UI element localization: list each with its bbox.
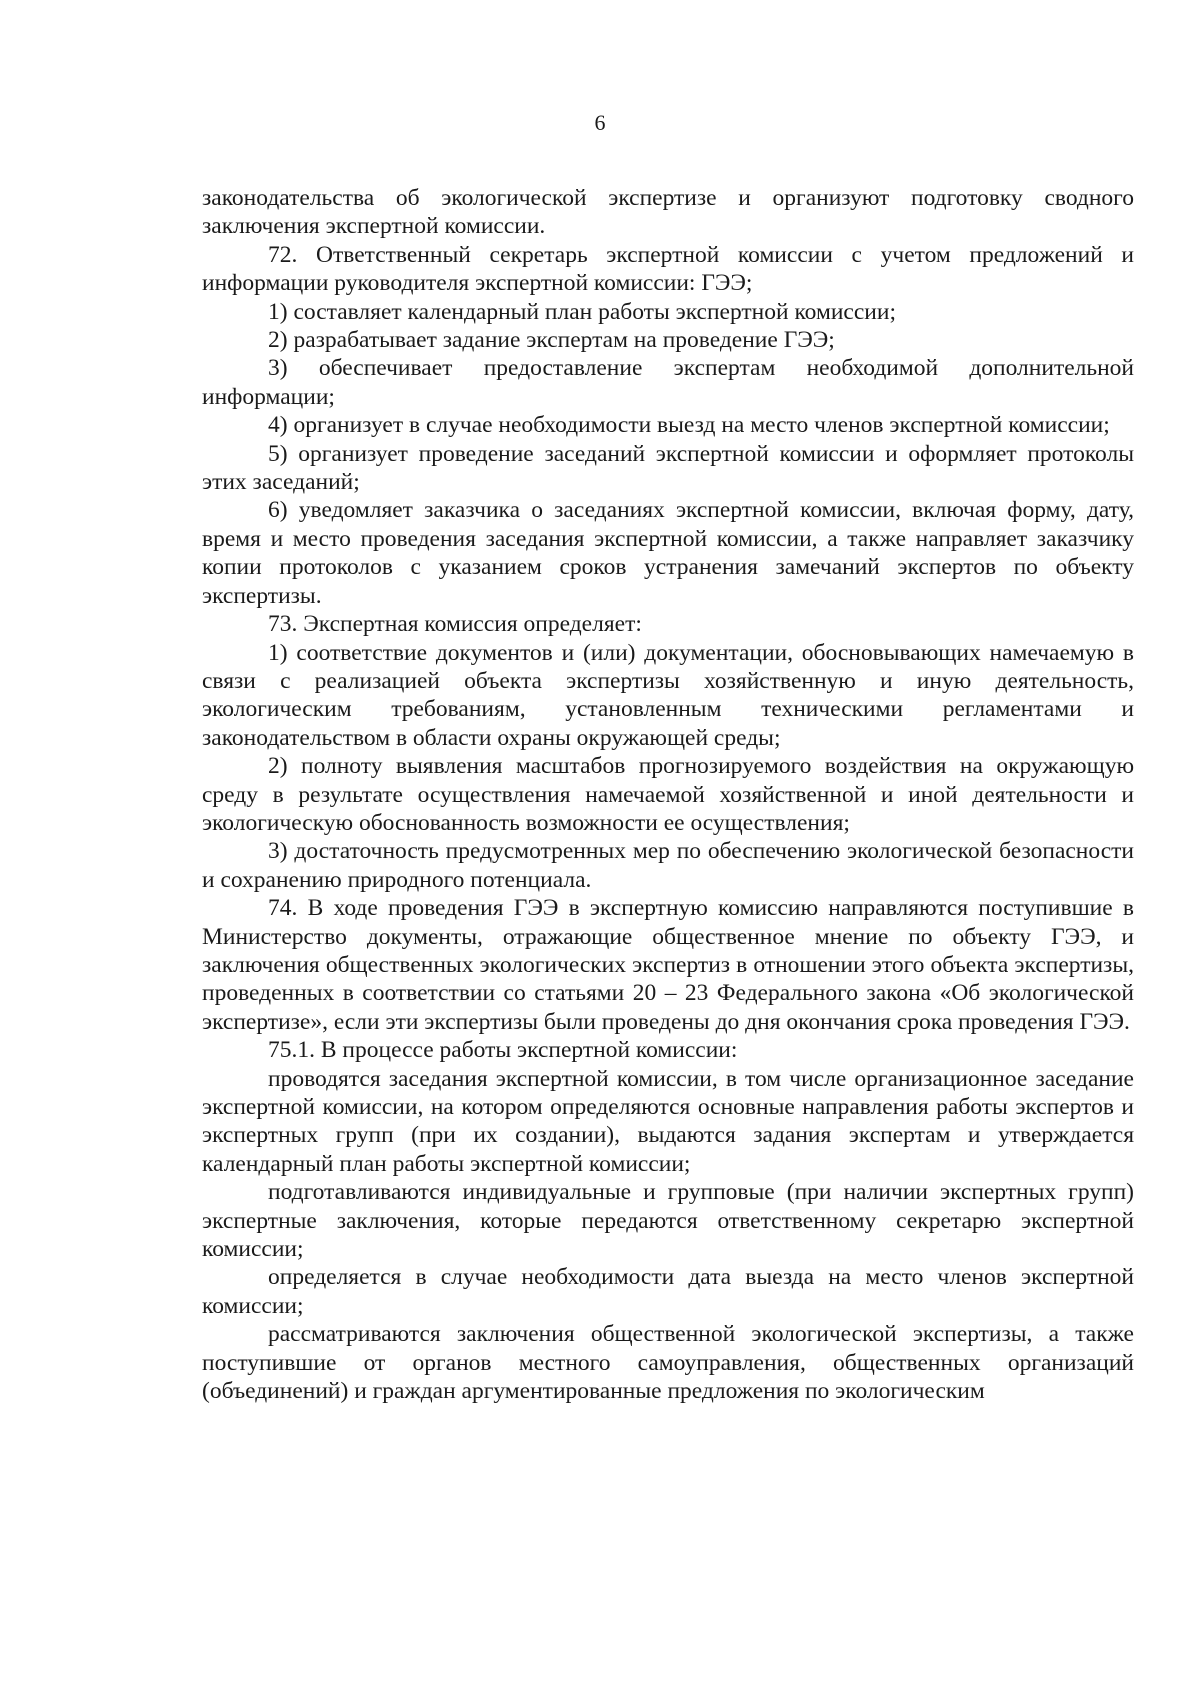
paragraph-72-item-1: 1) составляет календарный план работы экспертной комиссии; — [268, 298, 896, 325]
paragraph-72: 72. Ответственный секретарь экспертной комиссии с учетом предложений и информации руководителя экспертной комиссии: ГЭЭ; — [202, 241, 1134, 297]
paragraph-72-item-5: 5) организует проведение заседаний экспертной комиссии и оформляет протоколы этих заседаний; — [202, 440, 1134, 496]
paragraph-74: 74. В ходе проведения ГЭЭ в экспертную комиссию направляются поступившие в Министерство документы, отражающие общественное мнение по объекту ГЭЭ, и заключения общественных экологических экспертиз в отношении этого объекта экспертизы, проведенных в соответствии со статьями 20 – 23 Федерального закона «Об экологической экспертизе», если эти экспертизы были проведены до дня окончания срока проведения ГЭЭ. — [202, 895, 1134, 1035]
page-number: 6 — [594, 110, 606, 135]
paragraph-73-item-3: 3) достаточность предусмотренных мер по обеспечению экологической безопасности и сохранению природного потенциала. — [202, 838, 1134, 893]
paragraph-73: 73. Экспертная комиссия определяет: — [268, 611, 642, 638]
paragraph-72-item-3: 3) обеспечивает предоставление экспертам необходимой дополнительной информации; — [202, 355, 1134, 410]
paragraph-72-item-2: 2) разрабатывает задание экспертам на проведение ГЭЭ; — [268, 327, 835, 354]
paragraph-73-item-2: 2) полноту выявления масштабов прогнозируемого воздействия на окружающую среду в результате осуществления намечаемой хозяйственной и иной деятельности и экологическую обоснованность возможности ее осуществления; — [202, 753, 1134, 836]
paragraph-continuation: законодательства об экологической экспертизе и организуют подготовку сводного заключения экспертной комиссии. — [202, 185, 1134, 240]
paragraph-75-1-item-4: рассматриваются заключения общественной экологической экспертизы, а также поступившие от органов местного самоуправления, общественных организаций (объединений) и граждан аргументированные предложения по экологическим — [202, 1321, 1134, 1405]
paragraph-75-1: 75.1. В процессе работы экспертной комиссии: — [268, 1037, 738, 1064]
document-body — [202, 184, 1134, 1405]
paragraph-75-1-item-2: подготавливаются индивидуальные и групповые (при наличии экспертных групп) экспертные заключения, которые передаются ответственному секретарю экспертной комиссии; — [202, 1179, 1134, 1263]
paragraph-75-1-item-1: проводятся заседания экспертной комиссии, в том числе организационное заседание экспертной комиссии, на котором определяются основные направления работы экспертов и экспертных групп (при их создании), выдаются задания экспертам и утверждается календарный план работы экспертной комиссии; — [202, 1065, 1134, 1177]
paragraph-72-item-4: 4) организует в случае необходимости выезд на место членов экспертной комиссии; — [268, 412, 1110, 439]
paragraph-73-item-1: 1) соответствие документов и (или) документации, обосновывающих намечаемую в связи с реализацией объекта экспертизы хозяйственную и иную деятельность, экологическим требованиям, установленным техническими регламентами и законодательством в области охраны окружающей среды; — [202, 639, 1134, 751]
paragraph-75-1-item-3: определяется в случае необходимости дата выезда на место членов экспертной комиссии; — [202, 1264, 1134, 1319]
paragraph-72-item-6: 6) уведомляет заказчика о заседаниях экспертной комиссии, включая форму, дату, время и место проведения заседания экспертной комиссии, а также направляет заказчику копии протоколов с указанием сроков устранения замечаний экспертов по объекту экспертизы. — [202, 497, 1134, 609]
